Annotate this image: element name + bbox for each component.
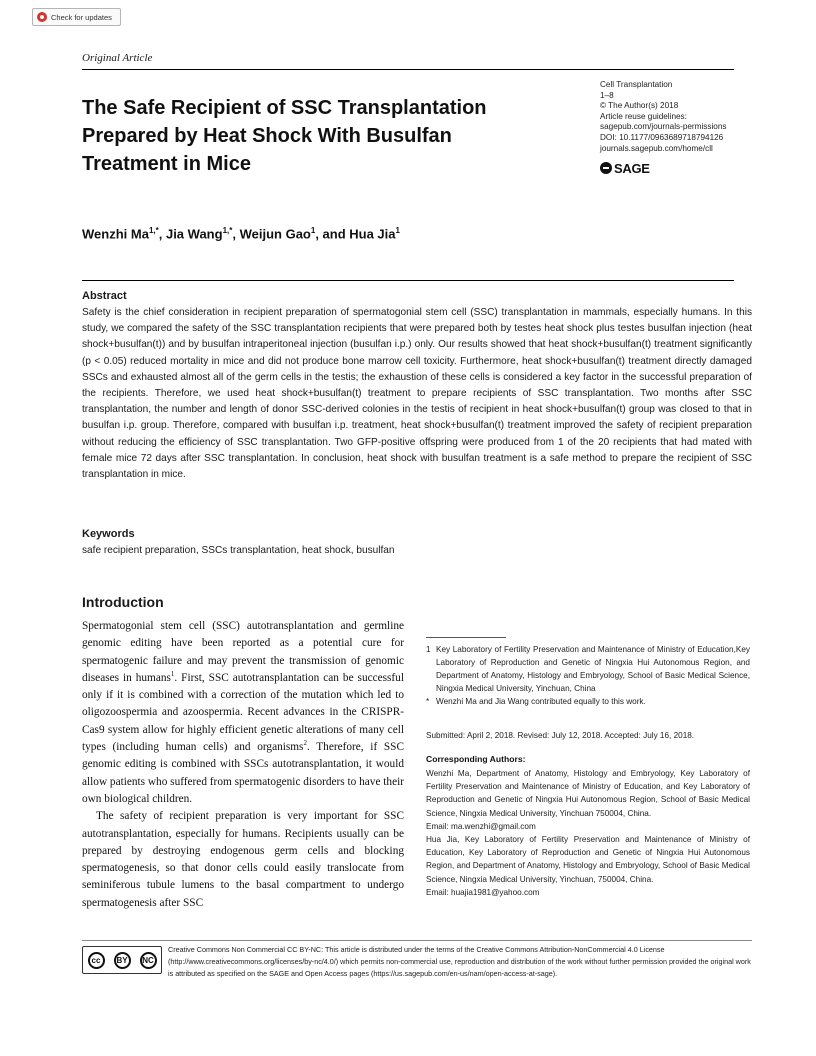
- journal-name: Cell Transplantation: [600, 80, 673, 89]
- abstract-rule: [82, 280, 734, 281]
- keywords-heading: Keywords: [82, 528, 135, 540]
- author-separator: ,: [232, 226, 240, 242]
- footnote-rule: [426, 637, 506, 638]
- journal-home-link[interactable]: journals.sagepub.com/home/cll: [600, 143, 713, 153]
- paragraph: The safety of recipient preparation is very important for SSC autotransplantation, especially for humans. Recipients usually can be prepared by destroying endogenous germ cells and blocking spermatogenesis, so that donor cells could easily translocate from seminiferous tubule lumens to the basal compartment to undergo spermatogenesis after SSC: [82, 810, 404, 909]
- citation-link[interactable]: 2: [303, 739, 307, 748]
- permissions-link[interactable]: sagepub.com/journals-permissions: [600, 122, 727, 132]
- author-name: Wenzhi Ma: [82, 226, 149, 242]
- paragraph-text: . First, SSC autotransplantation can be successful only if it is combined with a correction of the mutation which led to oligozoospermia and azoospermia. Recent advances in the CRISPR-Cas9 system allow for highly efficient genetic alterations of many cell types (including human cells) and organisms: [82, 671, 404, 754]
- check-for-updates-label: Check for updates: [51, 12, 112, 22]
- author-list: [82, 226, 400, 241]
- corresponding-author-email[interactable]: Email: huajia1981@yahoo.com: [426, 887, 540, 897]
- equal-contribution-footnote: [426, 695, 750, 708]
- by-icon: BY: [114, 952, 131, 969]
- author-separator: , and: [315, 226, 350, 242]
- author-affiliation: 1,*: [222, 226, 233, 235]
- citation-link[interactable]: 1: [170, 670, 175, 679]
- paragraph-text: Spermatogonial stem cell (SSC) autotransplantation and germline genomic editing have been reported as a potential cure for spermatogenic failure and may prevent the transmission of genomic diseases in humans: [82, 620, 404, 684]
- reuse-label: Article reuse guidelines:: [600, 111, 687, 121]
- journal-meta: [600, 80, 770, 154]
- corresponding-author-address: Hua Jia, Key Laboratory of Fertility Preservation and Maintenance of Ministry of Education, Key Laboratory of Reproduction and Genetic of Ningxia Hui Autonomous Region, and Department of Anatomy, Histology and Embryology, School of Basic Medical Science, Ningxia Medical University, Yinchuan, 750004, China.: [426, 835, 750, 884]
- author-name: Weijun Gao: [239, 226, 311, 242]
- paragraph: [82, 618, 404, 808]
- corresponding-authors: [426, 767, 750, 899]
- page-range: 1–8: [600, 90, 614, 100]
- corresponding-author-email[interactable]: Email: ma.wenzhi@gmail.com: [426, 821, 536, 831]
- author-affiliation: 1: [395, 226, 400, 235]
- author-affiliation: 1: [310, 226, 316, 235]
- author-name: Hua Jia: [349, 226, 396, 242]
- affiliation-text: Key Laboratory of Fertility Preservation and Maintenance of Ministry of Education,Key Laboratory of Reproduction and Genetic of Ningxia Hui Autonomous Region, and Department of Anatomy, Histology and Embryology, School of Basic Medical Science, Ningxia Medical University, Yinchuan, China: [436, 645, 750, 694]
- crossmark-icon: [37, 12, 47, 22]
- footnotes: [426, 643, 750, 708]
- affiliation-footnote: [426, 643, 750, 695]
- article-type: Original Article: [82, 52, 153, 64]
- check-for-updates-button[interactable]: [32, 8, 121, 26]
- copyright: © The Author(s) 2018: [600, 101, 679, 111]
- introduction-heading: Introduction: [82, 594, 164, 610]
- footnote-mark: *: [426, 697, 430, 707]
- footnote-mark: 1: [426, 645, 431, 654]
- cc-icon: cc: [88, 952, 105, 969]
- header-rule: [82, 69, 734, 70]
- author-name: Jia Wang: [165, 226, 223, 242]
- article-title: [82, 94, 582, 178]
- equal-contribution-text: Wenzhi Ma and Jia Wang contributed equally to this work.: [436, 697, 646, 707]
- abstract-text: Safety is the chief consideration in recipient preparation of spermatogonial stem cell (SSC) transplantation in mammals, especially humans. In this study, we compared the safety of the SSC transplantation recipients that were prepared both by testes heat shock plus testes busulfan injection (heat shock+busulfan(t)) and by busulfan intraperitoneal injection (busulfan i.p.) only. Our results showed that heat shock+busulfan(t) treatment significantly (p < 0.05) reduced mortality in mice and did not produce bone marrow cell toxicity. Furthermore, heat shock+busulfan(t) treatment directly damaged SSCs and exhausted almost all of the germ cells in the testis; the exhaustion of these cells is considered a key factor in the successful preparation of the recipients. Therefore, we used heat shock+busulfan(t) treatment to prepare recipients of SSC transplantation. Two months after SSC transplantation, the number and length of donor SSC-derived colonies in the testis of recipient in heat shock+busulfan(t) group was closed to that in busulfan i.p. group. Therefore, compared with busulfan i.p. treatment, heat shock+busulfan(t) treatment improved the safety of recipient preparation without reducing the efficiency of SSC transplantation. Two GFP-positive offspring were produced from 1 of the 20 recipients that had mated with female mice 72 days after SSC transplantation. In conclusion, heat shock with busulfan treatment is a safe method to prepare the recipient of SSC transplantation in mice.: [82, 307, 752, 481]
- author-affiliation: 1,*: [148, 226, 159, 235]
- title-line: Prepared by Heat Shock With Busulfan: [82, 125, 452, 147]
- license-rule: [82, 940, 752, 941]
- corresponding-authors-heading: Corresponding Authors:: [426, 754, 526, 764]
- title-line: The Safe Recipient of SSC Transplantation: [82, 97, 487, 119]
- abstract-heading: Abstract: [82, 290, 127, 302]
- keywords-text: safe recipient preparation, SSCs transplantation, heat shock, busulfan: [82, 545, 395, 556]
- corresponding-author-address: Wenzhi Ma, Department of Anatomy, Histology and Embryology, Key Laboratory of Fertility Preservation and Maintenance of Ministry of Education, and Key Laboratory of Reproduction and Genetic of Ningxia Hui Autonomous Region, School of Basic Medical Science, Ningxia Medical University, Yinchuan 750004, China.: [426, 769, 750, 818]
- cc-by-nc-icon[interactable]: [82, 946, 162, 974]
- submission-dates: Submitted: April 2, 2018. Revised: July 12, 2018. Accepted: July 16, 2018.: [426, 731, 695, 740]
- sage-logo-text: SAGE: [614, 160, 650, 176]
- nc-icon: NC: [140, 952, 157, 969]
- doi-link[interactable]: DOI: 10.1177/0963689718794126: [600, 132, 724, 142]
- author-separator: ,: [158, 226, 166, 242]
- license-text: Creative Commons Non Commercial CC BY-NC: This article is distributed under the terms of the Creative Commons Attribution-NonCommercial 4.0 License (http://www.creativecommons.org/licenses/by-nc/4.0/) which permits non-commercial use, reproduction and distribution of the work without further permission provided the original work is attributed as specified on the SAGE and Open Access pages (https://us.sagepub.com/en-us/nam/open-access-at-sage).: [168, 945, 751, 979]
- sage-logo-icon: [600, 162, 612, 174]
- sage-logo: [600, 160, 650, 176]
- paragraph-text: . Therefore, if SSC genomic editing is combined with SSCs autotransplantation, it would allow patients who suffered from spermatogenic disorders to have their own biological children.: [82, 741, 404, 805]
- title-line: Treatment in Mice: [82, 153, 251, 175]
- introduction-body: [82, 618, 404, 912]
